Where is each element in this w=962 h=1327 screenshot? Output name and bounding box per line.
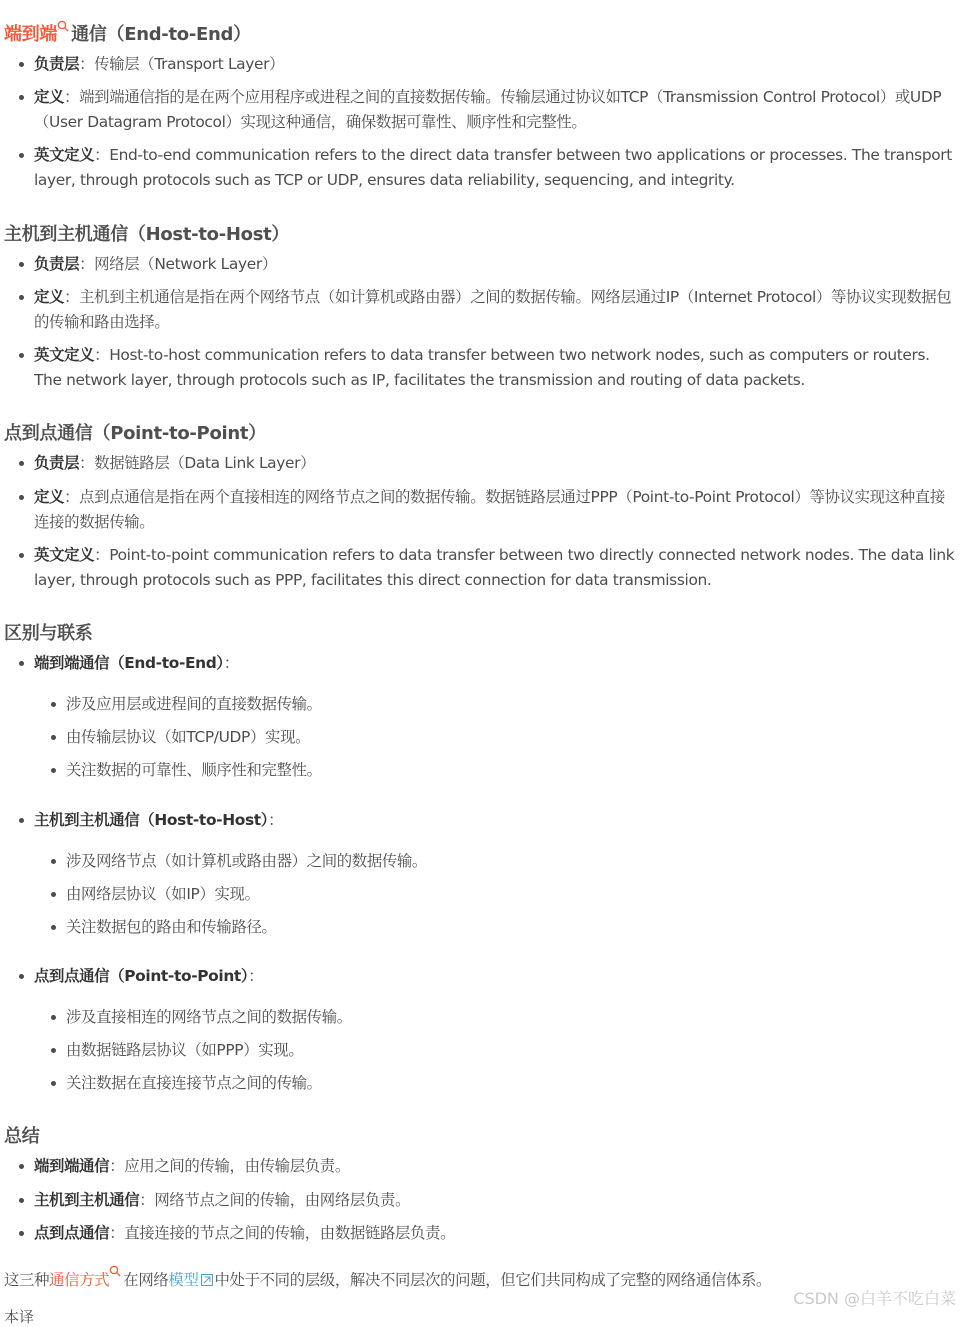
value-layer: ：传输层（Transport Layer） — [79, 55, 285, 73]
csdn-watermark: CSDN @白羊不吃白菜 — [793, 1289, 956, 1308]
colon: ： — [223, 654, 239, 672]
summary-item — [34, 1221, 958, 1246]
summary-item — [34, 1154, 958, 1179]
list-item-h2h — [34, 808, 958, 833]
list-item-layer — [34, 52, 958, 77]
sub-item: 涉及应用层或进程间的直接数据传输。 — [66, 692, 958, 717]
list-item-layer — [34, 252, 958, 277]
list-item-english-definition — [34, 543, 958, 593]
external-link-icon[interactable] — [201, 1274, 213, 1286]
sub-item: 由数据链路层协议（如PPP）实现。 — [66, 1038, 958, 1063]
list-item-definition — [34, 85, 958, 135]
summary-label: 端到端通信 — [34, 1157, 110, 1175]
sub-item: 由传输层协议（如TCP/UDP）实现。 — [66, 725, 958, 750]
summary-item — [34, 1188, 958, 1213]
list-item-layer — [34, 451, 958, 476]
closing-paragraph — [4, 1268, 771, 1293]
keyword-link-end-to-end[interactable]: 端到端 — [4, 24, 58, 45]
label-h2h: 主机到主机通信（Host-to-Host） — [34, 811, 269, 829]
label-english-definition: 英文定义 — [34, 546, 95, 564]
heading-end-to-end — [4, 20, 251, 46]
summary-value: ：网络节点之间的传输，由网络层负责。 — [139, 1191, 411, 1209]
summary-label: 主机到主机通信 — [34, 1191, 140, 1209]
closing-text: 在网络 — [123, 1271, 169, 1289]
value-definition: ：主机到主机通信是指在两个网络节点（如计算机或路由器）之间的数据传输。网络层通过IP（Internet Protocol）等协议实现数据包的传输和路由选择。 — [34, 288, 952, 331]
sub-item: 关注数据包的路由和传输路径。 — [66, 915, 958, 940]
label-definition: 定义 — [34, 88, 65, 106]
sub-item: 关注数据的可靠性、顺序性和完整性。 — [66, 758, 958, 783]
label-definition: 定义 — [34, 288, 65, 306]
search-icon[interactable] — [109, 1265, 121, 1277]
label-layer: 负责层 — [34, 55, 80, 73]
sub-item: 由网络层协议（如IP）实现。 — [66, 882, 958, 907]
label-layer: 负责层 — [34, 454, 80, 472]
label-english-definition: 英文定义 — [34, 346, 95, 364]
label-english-definition: 英文定义 — [34, 146, 95, 164]
value-english-definition: ：Host-to-host communication refers to data transfer between two network nodes, such as computers or routers. The network layer, through protocols such as IP, facilitates the transmission and routing of data packets. — [34, 346, 930, 389]
value-layer: ：网络层（Network Layer） — [79, 255, 277, 273]
closing-text: 这三种 — [4, 1271, 50, 1289]
heading-summary: 总结 — [4, 1126, 40, 1147]
keyword-link-communication[interactable]: 通信方式 — [49, 1271, 110, 1289]
list-item-e2e — [34, 651, 958, 676]
heading-point-to-point: 点到点通信（Point-to-Point） — [4, 423, 266, 444]
summary-label: 点到点通信 — [34, 1224, 110, 1242]
heading-differences: 区别与联系 — [4, 623, 93, 644]
sub-item: 关注数据在直接连接节点之间的传输。 — [66, 1071, 958, 1096]
closing-text: 中处于不同的层级，解决不同层次的问题，但它们共同构成了完整的网络通信体系。 — [214, 1271, 772, 1289]
value-english-definition: ：Point-to-point communication refers to data transfer between two directly connected network nodes. The data link layer, through protocols such as PPP, facilitates this direct connection for data transmission. — [34, 546, 955, 589]
label-p2p: 点到点通信（Point-to-Point） — [34, 967, 249, 985]
list-item-definition — [34, 485, 958, 535]
search-icon[interactable] — [57, 20, 69, 32]
value-english-definition: ：End-to-end communication refers to the direct data transfer between two applications or processes. The transport layer, through protocols such as TCP or UDP, ensures data reliability, sequencing, and integrity. — [34, 146, 952, 189]
summary-value: ：直接连接的节点之间的传输，由数据链路层负责。 — [109, 1224, 456, 1242]
list-item-definition — [34, 285, 958, 335]
truncated-line: 本译 — [4, 1308, 35, 1326]
link-model[interactable]: 模型 — [168, 1271, 199, 1289]
summary-value: ：应用之间的传输，由传输层负责。 — [109, 1157, 350, 1175]
colon: ： — [248, 967, 264, 985]
heading-text: 通信（End-to-End） — [71, 24, 251, 45]
value-definition: ：端到端通信指的是在两个应用程序或进程之间的直接数据传输。传输层通过协议如TCP（Transmission Control Protocol）或UDP（User Datagram Protocol）实现这种通信，确保数据可靠性、顺序性和完整性。 — [34, 88, 942, 131]
list-item-english-definition — [34, 143, 958, 193]
colon: ： — [268, 811, 284, 829]
sub-item: 涉及网络节点（如计算机或路由器）之间的数据传输。 — [66, 849, 958, 874]
value-definition: ：点到点通信是指在两个直接相连的网络节点之间的数据传输。数据链路层通过PPP（Point-to-Point Protocol）等协议实现这种直接连接的数据传输。 — [34, 488, 945, 531]
list-item-p2p — [34, 964, 958, 989]
label-layer: 负责层 — [34, 255, 80, 273]
value-layer: ：数据链路层（Data Link Layer） — [79, 454, 316, 472]
heading-host-to-host: 主机到主机通信（Host-to-Host） — [4, 224, 290, 245]
label-e2e: 端到端通信（End-to-End） — [34, 654, 224, 672]
sub-item: 涉及直接相连的网络节点之间的数据传输。 — [66, 1005, 958, 1030]
label-definition: 定义 — [34, 488, 65, 506]
list-item-english-definition — [34, 343, 958, 393]
